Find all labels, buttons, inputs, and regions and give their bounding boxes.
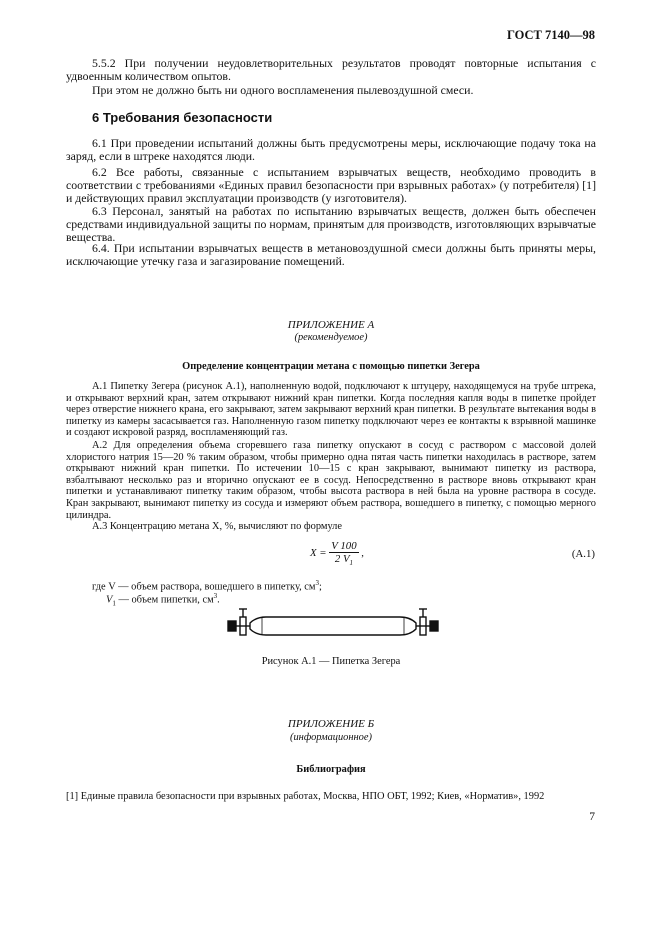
appendix-a-title: Определение концентрации метана с помощью пипетки Зегера xyxy=(182,361,480,372)
paragraph-6-4: 6.4. При испытании взрывчатых веществ в метановоздушной смеси должны быть приняты меры, исключающие утечку газа и загазирование помещений. xyxy=(66,241,596,269)
bibliography-ref-1: [1] Единые правила безопасности при взрывных работах, Москва, НПО ОБТ, 1992; Киев, «Норматив», 1992 xyxy=(66,791,545,802)
document-code-header: ГОСТ 7140—98 xyxy=(506,28,595,42)
appendix-a-label: ПРИЛОЖЕНИЕ А xyxy=(287,319,375,331)
paragraph-6-2: 6.2 Все работы, связанные с испытанием взрывчатых веществ, необходимо проводить в соответствии с требованиями «Единых правил безопасности при взрывных работах» (у потребителя) [1] и действующих правил эксплуатации производств (у изготовителя). xyxy=(66,165,596,206)
appendix-b-status: (информационное) xyxy=(290,732,372,743)
appendix-b-title: Библиография xyxy=(296,764,366,775)
appendix-b-label: ПРИЛОЖЕНИЕ Б xyxy=(287,718,375,730)
figure-a-1-caption: Рисунок А.1 — Пипетка Зегера xyxy=(261,656,401,667)
formula-fraction xyxy=(329,540,358,567)
formula-numerator: V 100 xyxy=(331,540,357,552)
where-line-1: где V — объем раствора, вошедшего в пипетку, $см^3$; xyxy=(92,579,322,593)
paragraph-a-3: А.3 Концентрацию метана X, %, вычисляют по формуле xyxy=(92,521,342,532)
paragraph-6-3: 6.3 Персонал, занятый на работах по испытанию взрывчатых веществ, должен быть обеспечен средствами индивидуальной защиты по нормам, принятым для производств, изготовляющих взрывчатые вещества. xyxy=(66,204,596,245)
formula-lhs: X = xyxy=(310,547,327,560)
formula-tail: , xyxy=(361,547,364,560)
right-tap-handle xyxy=(430,621,438,631)
formula-number: (А.1) xyxy=(571,548,595,560)
paragraph-a-1: А.1 Пипетку Зегера (рисунок А.1), наполненную водой, подключают к штуцеру, находящемуся на трубе штрека, и открывают верхний кран, затем открывают нижний кран пипетки. Когда последняя капля воды в пипетке пройдет через отверстие нижнего крана, его закрывают, затем закрывают верхний кран пипетки. В результате вытекания воды в пипетку из камеры засасывается газ. Наполненную газом пипетку подключают через ее контакты к взрывной машинке и создают искровой разряд, воспламеняющий газ. xyxy=(66,381,596,439)
zeger-pipette-figure xyxy=(222,605,444,645)
formula-denominator: 2 $V_1$ xyxy=(334,553,354,568)
page-number: 7 xyxy=(589,811,595,823)
where-line-2: $V_1$ — объем пипетки, $см^3$. xyxy=(106,592,220,608)
section-6-title: 6 Требования безопасности xyxy=(92,110,273,125)
formula-a-1 xyxy=(310,540,364,567)
paragraph-a-2: А.2 Для определения объема сгоревшего газа пипетку опускают в сосуд с раствором с массовой долей хлористого натрия 15—20 % таким образом, чтобы примерно одна пятая часть пипетки находилась в растворе, затем открывают нижний кран пипетки. По истечении 10—15 с кран закрывают, вынимают пипетку из раствора, взбалтывают несколько раз и вторично опускают ее в сосуд. Непосредственно в растворе вновь открывают кран пипетки и устанавливают пипетку таким образом, чтобы высота раствора в ней была на уровне раствора в сосуде. Кран закрывают, вынимают пипетку из сосуда и измеряют объем раствора, вошедшего в пипетку, с помощью мерного цилиндра. xyxy=(66,440,596,521)
appendix-a-status: (рекомендуемое) xyxy=(294,332,368,343)
paragraph-5-5-2: 5.5.2 При получении неудовлетворительных результатов проводят повторные испытания с удвоенным количеством опытов. xyxy=(66,56,596,84)
paragraph-5-5-2-note: При этом не должно быть ни одного воспламенения пылевоздушной смеси. xyxy=(92,83,474,97)
left-tap-handle xyxy=(228,621,236,631)
paragraph-6-1: 6.1 При проведении испытаний должны быть предусмотрены меры, исключающие подачу тока на заряд, если в штреке находятся люди. xyxy=(66,136,596,164)
pipette-tube xyxy=(250,617,416,635)
